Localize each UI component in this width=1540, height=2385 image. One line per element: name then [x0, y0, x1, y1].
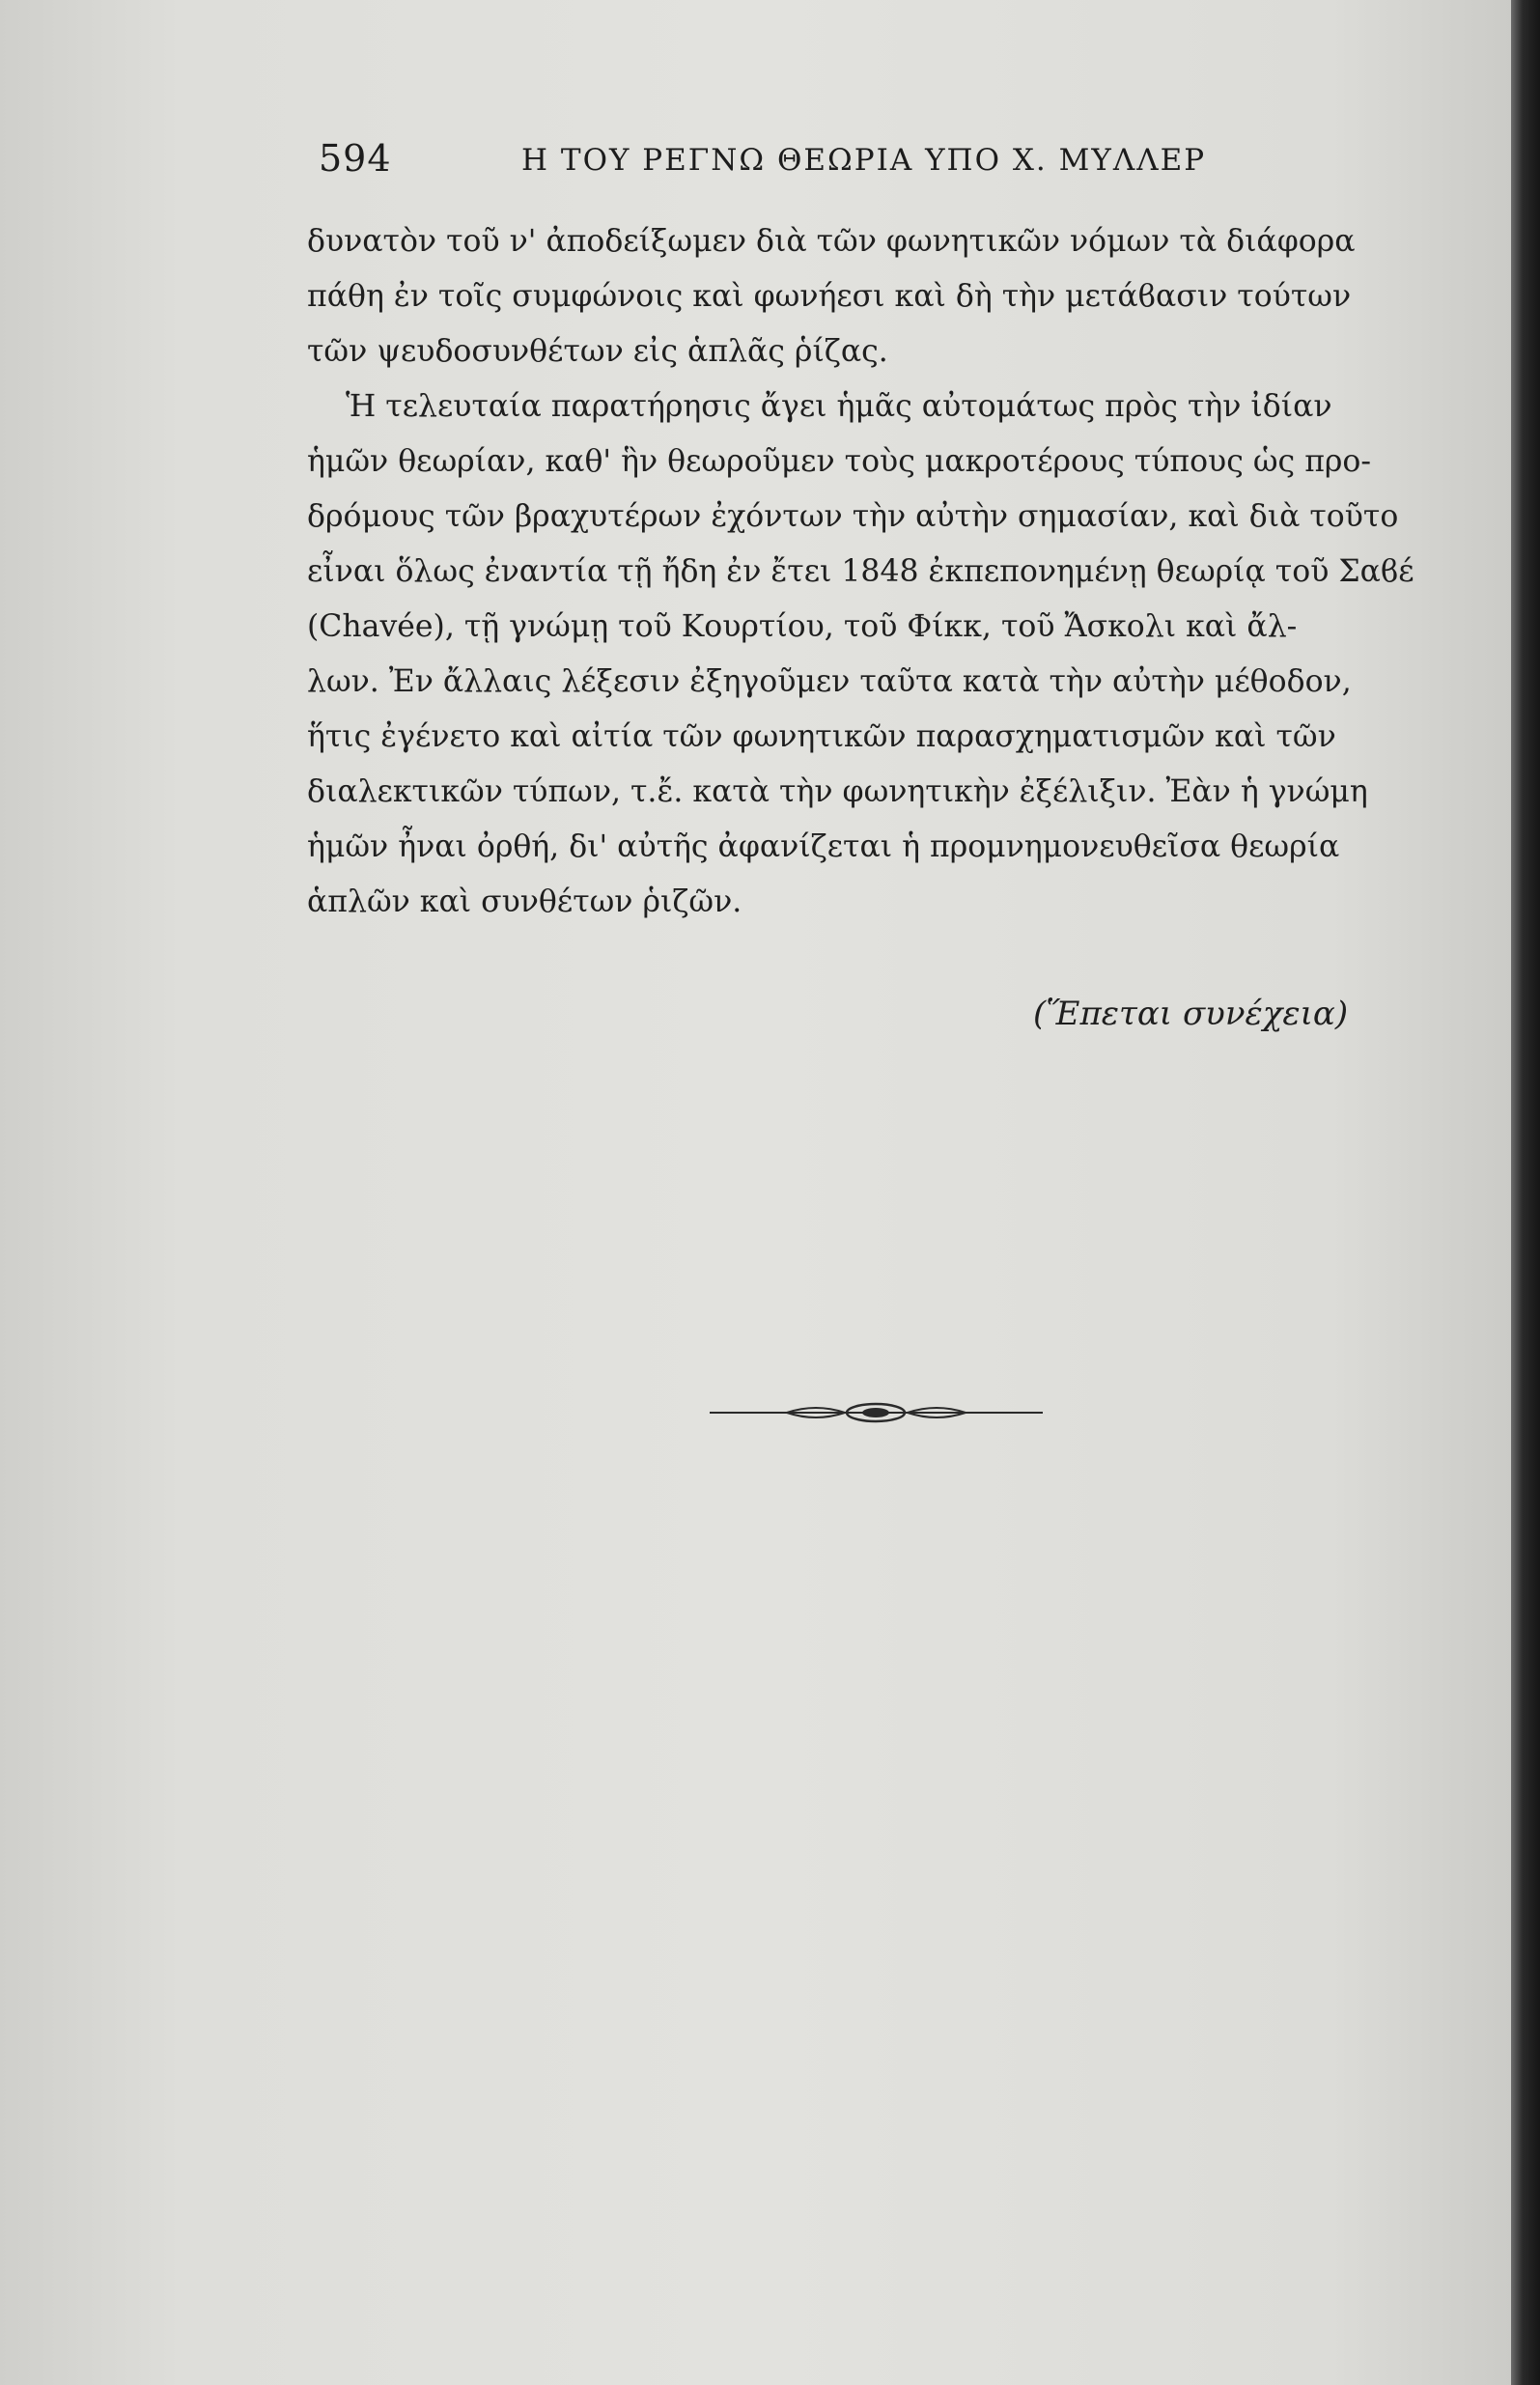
text-line: ἥτις ἐγένετο καὶ αἰτία τῶν φωνητικῶν παρασχηματισμῶν καὶ τῶν — [307, 719, 1336, 754]
body-text — [307, 214, 1466, 930]
text-line: ἡμῶν ἦναι ὀρθή, δι' αὐτῆς ἀφανίζεται ἡ προμνημονευθεῖσα θεωρία — [307, 829, 1340, 864]
running-title: Η ΤΟΥ ΡΕΓΝΩ ΘΕΩΡΙΑ ΥΠΟ Χ. ΜΥΛΛΕΡ — [521, 143, 1207, 178]
text-line: ἡμῶν θεωρίαν, καθ' ἣν θεωροῦμεν τοὺς μακροτέρους τύπους ὡς προ- — [307, 444, 1372, 479]
text-line: τῶν ψευδοσυνθέτων εἰς ἁπλᾶς ῥίζας. — [307, 334, 888, 369]
page-header — [319, 137, 1265, 185]
text-line: πάθη ἐν τοῖς συμφώνοις καὶ φωνήεσι καὶ δὴ τὴν μετάϐασιν τούτων — [307, 279, 1352, 314]
text-line: ἁπλῶν καὶ συνθέτων ῥιζῶν. — [307, 884, 742, 919]
text-line: εἶναι ὅλως ἐναντία τῇ ἤδη ἐν ἔτει 1848 ἐκπεπονημένῃ θεωρίᾳ τοῦ Σαϐέ — [307, 554, 1414, 589]
continuation-note: (Ἕπεται συνέχεια) — [1033, 995, 1349, 1033]
text-line: διαλεκτικῶν τύπων, τ.ἔ. κατὰ τὴν φωνητικὴν ἐξέλιξιν. Ἐὰν ἡ γνώμη — [307, 774, 1368, 809]
text-line: δρόμους τῶν βραχυτέρων ἐχόντων τὴν αὐτὴν σημασίαν, καὶ διὰ τοῦτο — [307, 499, 1399, 534]
ornamental-rule-icon — [710, 1398, 1043, 1427]
page-edge-shadow — [1511, 0, 1540, 2385]
text-line: (Chavée), τῇ γνώμῃ τοῦ Κουρτίου, τοῦ Φίκκ, τοῦ Ἄσκολι καὶ ἄλ- — [307, 609, 1298, 644]
text-line: λων. Ἐν ἄλλαις λέξεσιν ἐξηγοῦμεν ταῦτα κατὰ τὴν αὐτὴν μέθοδον, — [307, 664, 1352, 699]
paragraph-start-line: Ἡ τελευταία παρατήρησις ἄγει ἡμᾶς αὐτομάτως πρὸς τὴν ἰδίαν — [346, 389, 1332, 424]
text-line: δυνατὸν τοῦ ν' ἀποδείξωμεν διὰ τῶν φωνητικῶν νόμων τὰ διάφορα — [307, 224, 1356, 259]
page-number: 594 — [319, 137, 392, 180]
